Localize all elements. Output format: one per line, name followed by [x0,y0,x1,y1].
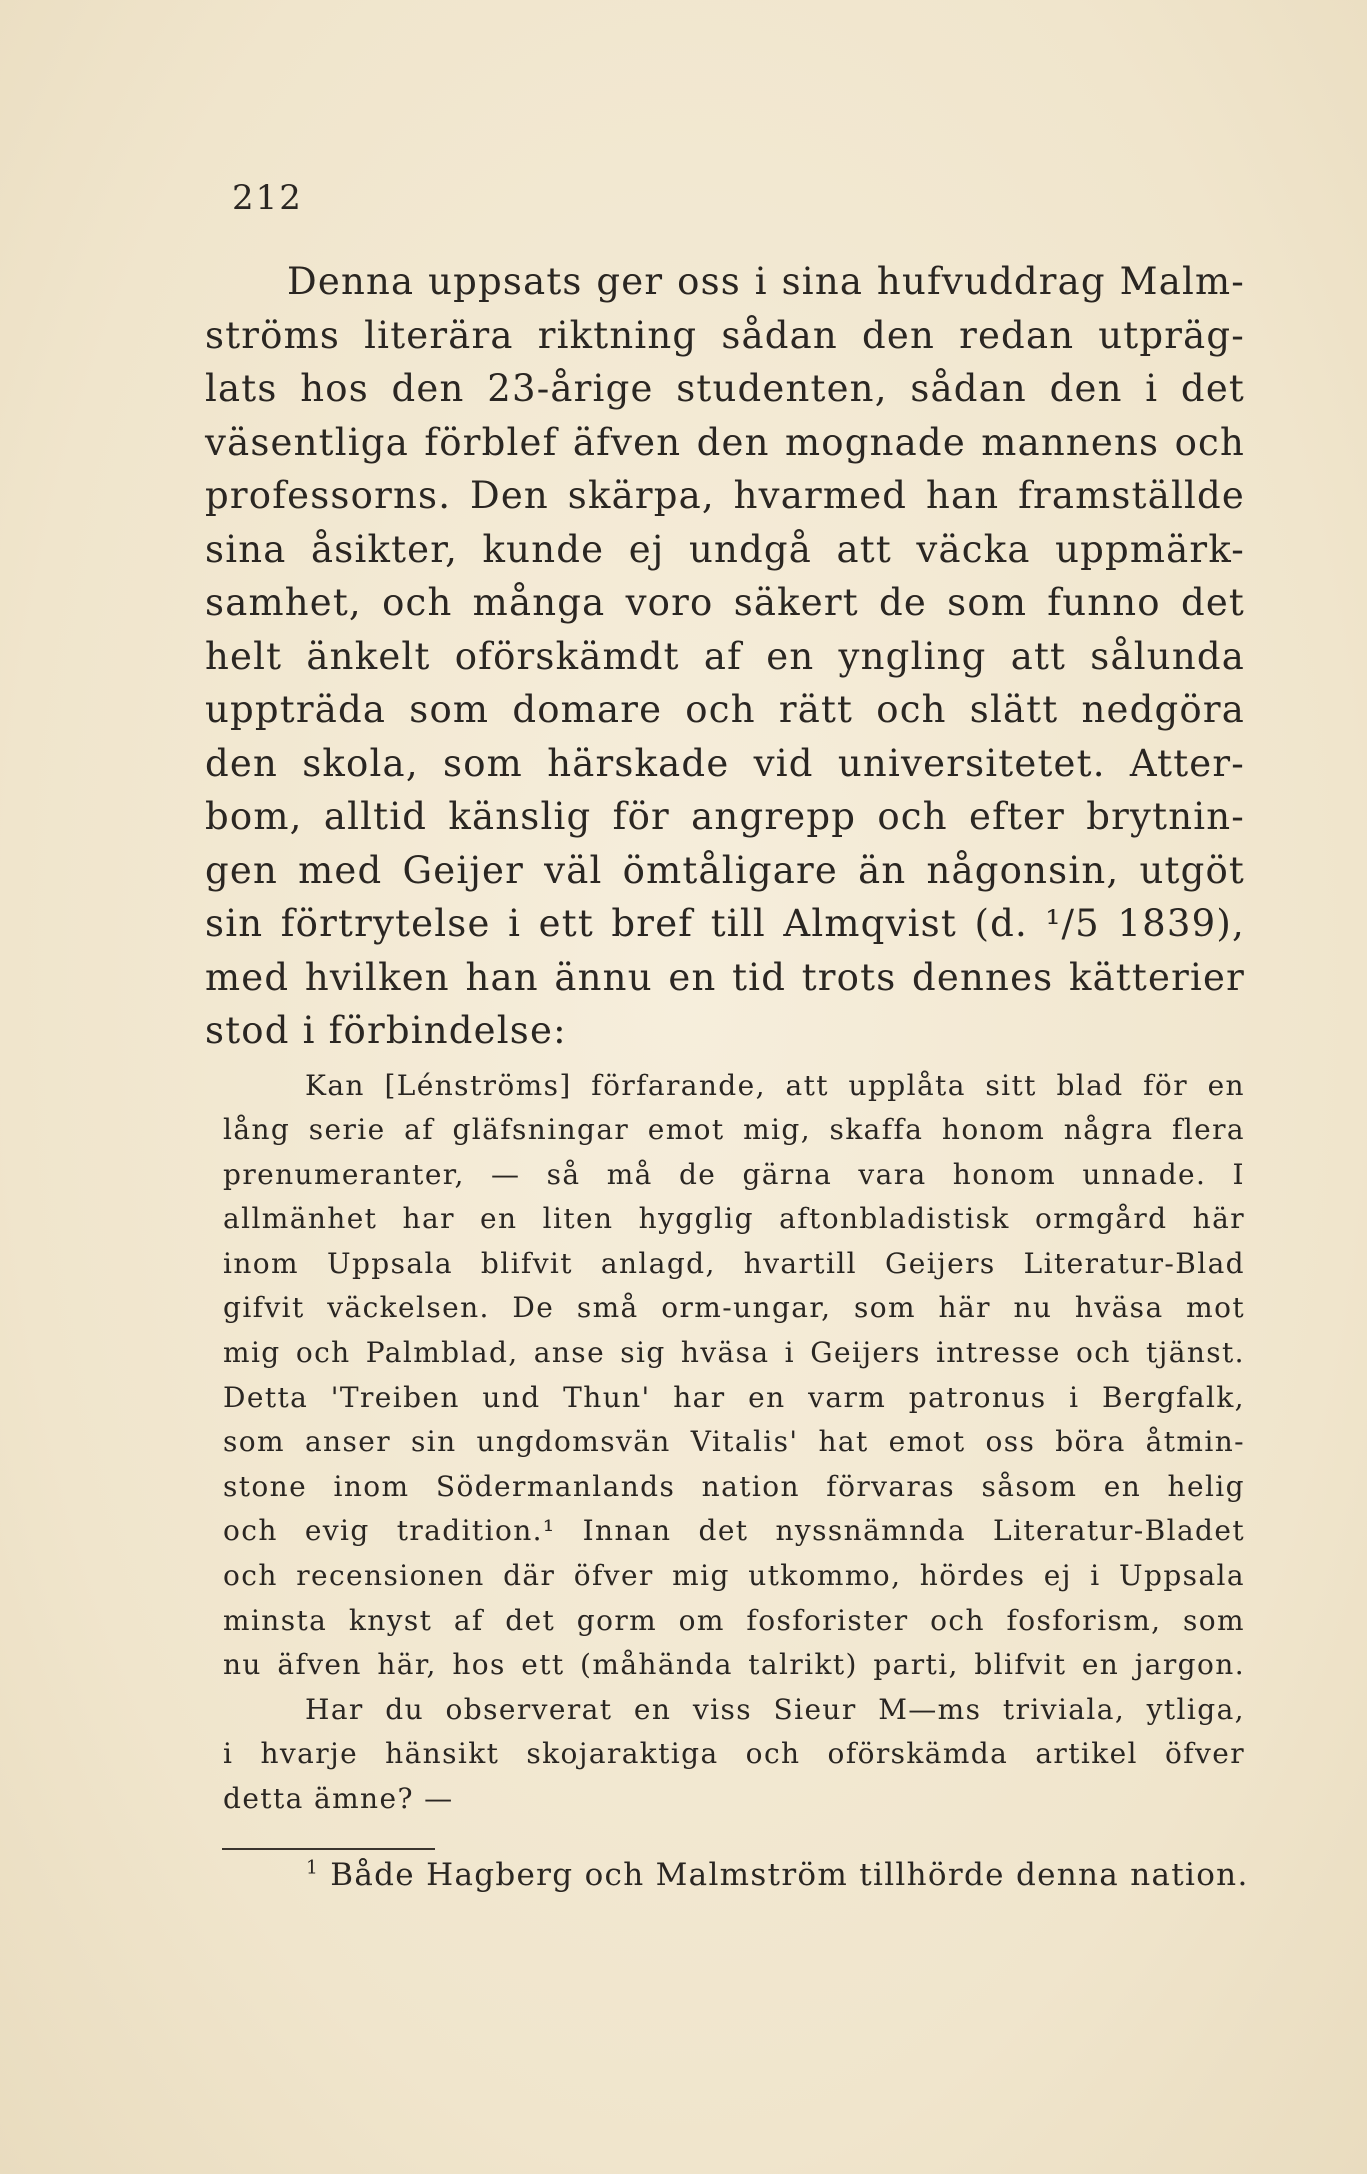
quote-line: mig och Palmblad, anse sig hväsa i Geijers intresse och tjänst. [223,1336,1245,1370]
text-line: väsentliga förblef äfven den mognade mannens och [205,420,1245,464]
quote-line: allmänhet har en liten hygglig aftonbladistisk ormgård här [223,1202,1245,1236]
quote-line: och evig tradition.¹ Innan det nyssnämnda Literatur-Bladet [223,1514,1245,1548]
quote-line: Har du observerat en viss Sieur M—ms triviala, ytliga, [305,1692,1245,1726]
quote-line: i hvarje hänsikt skojaraktiga och oförskämda artikel öfver [223,1737,1245,1771]
footnote-marker: 1 [306,1857,320,1879]
text-line: professorns. Den skärpa, hvarmed han framställde [205,474,1245,517]
text-line: uppträda som domare och rätt och slätt nedgöra [205,688,1245,731]
quote-line: Kan [Lénströms] förfarande, att upplåta sitt blad för en [305,1068,1245,1102]
text-line: ströms literära riktning sådan den redan utpräg- [205,313,1245,357]
quote-line: gifvit väckelsen. De små orm-ungar, som här nu hväsa mot [223,1291,1245,1325]
main-text [205,255,1245,1822]
text-line: den skola, som härskade vid universitetet. Atter- [205,741,1245,785]
body-paragraph [205,255,1245,1058]
text-line: bom, alltid känslig för angrepp och efter brytnin- [205,795,1245,838]
quote-line: lång serie af gläfsningar emot mig, skaffa honom några flera [223,1113,1245,1147]
text-line: sina åsikter, kunde ej undgå att väcka uppmärk- [205,527,1245,571]
text-line: med hvilken han ännu en tid trots dennes kätterier [205,955,1245,999]
quote-line: stone inom Södermanlands nation förvaras såsom en helig [223,1469,1245,1503]
quote-line: minsta knyst af det gorm om fosforister och fosforism, som [223,1603,1245,1637]
quote-line: Detta 'Treiben und Thun' har en varm patronus i Bergfalk, [223,1380,1245,1414]
page-number: 212 [232,178,303,218]
block-quote [205,1064,1245,1822]
text-line: samhet, och många voro säkert de som funno det [205,581,1245,624]
text-line: Denna uppsats ger oss i sina hufvuddrag Malm- [287,260,1245,303]
text-line: helt änkelt oförskämdt af en yngling att sålunda [205,634,1245,678]
footnote-divider [222,1848,435,1850]
quote-line: nu äfven här, hos ett (måhända talrikt) parti, blifvit en jargon. [223,1648,1245,1682]
footnote-text: Både Hagberg och Malmström tillhörde denna nation. [330,1857,1249,1893]
text-line: stod i förbindelse: [205,1009,567,1052]
quote-line: prenumeranter, — så må de gärna vara honom unnade. I [223,1157,1245,1191]
text-line: gen med Geijer väl ömtåligare än någonsin, utgöt [205,848,1245,892]
text-line: sin förtrytelse i ett bref till Almqvist (d. ¹/5 1839), [205,902,1245,945]
quote-line: och recensionen där öfver mig utkommo, hördes ej i Uppsala [223,1559,1245,1593]
quote-line: som anser sin ungdomsvän Vitalis' hat emot oss böra åtmin- [223,1425,1245,1459]
quote-line: inom Uppsala blifvit anlagd, hvartill Geijers Literatur-Blad [223,1246,1245,1280]
footnote [306,1857,1249,1893]
quote-line: detta ämne? — [223,1782,454,1815]
text-line: lats hos den 23-årige studenten, sådan den i det [205,367,1245,410]
